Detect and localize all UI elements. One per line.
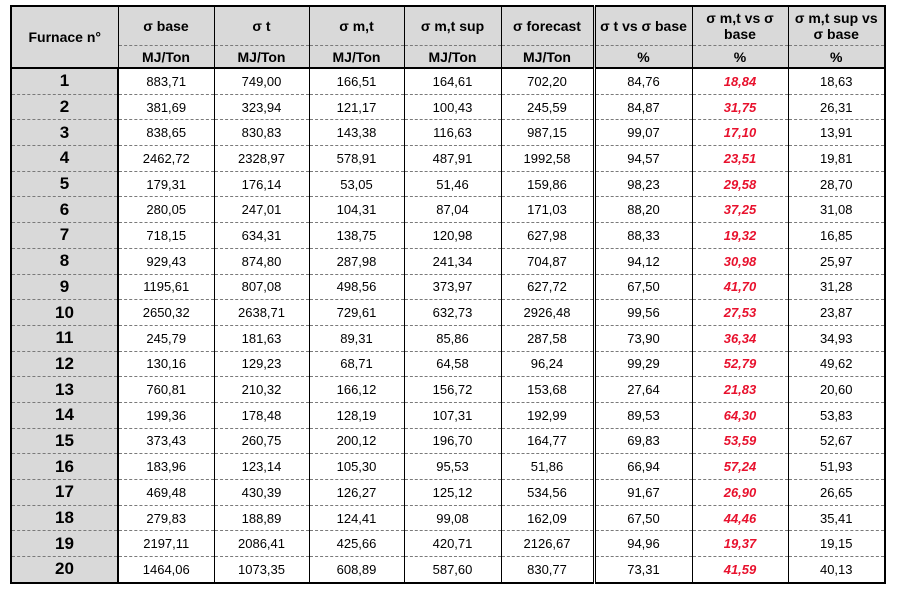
- mt-vs-base-cell: 41,59: [692, 557, 788, 583]
- sigma-base-cell: 883,71: [118, 68, 214, 94]
- mt-vs-base-cell: 36,34: [692, 325, 788, 351]
- sigma-base-cell: 2462,72: [118, 146, 214, 172]
- sigma-base-cell: 130,16: [118, 351, 214, 377]
- mt-sup-vs-base-cell: 40,13: [788, 557, 885, 583]
- mt-sup-vs-base-cell: 23,87: [788, 300, 885, 326]
- table-row: [11, 120, 885, 146]
- mt-vs-base-cell: 53,59: [692, 428, 788, 454]
- sigma-t-cell: 129,23: [214, 351, 309, 377]
- sigma-base-cell: 838,65: [118, 120, 214, 146]
- mt-vs-base-cell: 41,70: [692, 274, 788, 300]
- furnace-number: 3: [11, 120, 118, 146]
- mt-vs-base-cell: 64,30: [692, 402, 788, 428]
- furnace-number: 20: [11, 557, 118, 583]
- t-vs-base-cell: 73,90: [594, 325, 692, 351]
- sigma-mt-cell: 498,56: [309, 274, 404, 300]
- sigma-mt-cell: 128,19: [309, 402, 404, 428]
- furnace-number: 4: [11, 146, 118, 172]
- sigma-t-cell: 2328,97: [214, 146, 309, 172]
- sigma-forecast-cell: 96,24: [501, 351, 594, 377]
- t-vs-base-cell: 89,53: [594, 402, 692, 428]
- sigma-forecast-cell: 2926,48: [501, 300, 594, 326]
- sigma-base-cell: 2197,11: [118, 531, 214, 557]
- furnace-number: 18: [11, 505, 118, 531]
- sigma-mt-sup-cell: 95,53: [404, 454, 501, 480]
- sigma-mt-sup-cell: 116,63: [404, 120, 501, 146]
- sigma-forecast-cell: 153,68: [501, 377, 594, 403]
- furnace-number: 12: [11, 351, 118, 377]
- table-row: [11, 557, 885, 583]
- furnace-number: 6: [11, 197, 118, 223]
- mt-sup-vs-base-cell: 16,85: [788, 223, 885, 249]
- sigma-mt-cell: 138,75: [309, 223, 404, 249]
- t-vs-base-cell: 94,57: [594, 146, 692, 172]
- sigma-mt-cell: 143,38: [309, 120, 404, 146]
- mt-vs-base-cell: 23,51: [692, 146, 788, 172]
- sigma-forecast-cell: 164,77: [501, 428, 594, 454]
- sigma-mt-cell: 104,31: [309, 197, 404, 223]
- table-body: [11, 68, 885, 583]
- table-row: [11, 480, 885, 506]
- mt-vs-base-cell: 19,32: [692, 223, 788, 249]
- sigma-mt-sup-cell: 156,72: [404, 377, 501, 403]
- mt-vs-base-cell: 30,98: [692, 248, 788, 274]
- furnace-number: 16: [11, 454, 118, 480]
- furnace-number: 1: [11, 68, 118, 94]
- sigma-mt-sup-cell: 164,61: [404, 68, 501, 94]
- sigma-mt-sup-cell: 420,71: [404, 531, 501, 557]
- sigma-base-cell: 373,43: [118, 428, 214, 454]
- t-vs-base-cell: 66,94: [594, 454, 692, 480]
- t-vs-base-cell: 67,50: [594, 274, 692, 300]
- col-header-sigma-mt-sup: σ m,t sup: [404, 6, 501, 46]
- mt-sup-vs-base-cell: 25,97: [788, 248, 885, 274]
- sigma-t-cell: 830,83: [214, 120, 309, 146]
- sigma-forecast-cell: 702,20: [501, 68, 594, 94]
- sigma-base-cell: 280,05: [118, 197, 214, 223]
- furnace-number: 13: [11, 377, 118, 403]
- unit-t-vs-base: %: [594, 46, 692, 69]
- unit-sigma-t: MJ/Ton: [214, 46, 309, 69]
- sigma-mt-sup-cell: 99,08: [404, 505, 501, 531]
- furnace-number: 9: [11, 274, 118, 300]
- table-row: [11, 94, 885, 120]
- mt-sup-vs-base-cell: 18,63: [788, 68, 885, 94]
- mt-sup-vs-base-cell: 31,08: [788, 197, 885, 223]
- col-header-sigma-t: σ t: [214, 6, 309, 46]
- mt-vs-base-cell: 37,25: [692, 197, 788, 223]
- sigma-mt-cell: 200,12: [309, 428, 404, 454]
- mt-vs-base-cell: 21,83: [692, 377, 788, 403]
- mt-sup-vs-base-cell: 53,83: [788, 402, 885, 428]
- col-header-mt-sup-vs-base: σ m,t sup vs σ base: [788, 6, 885, 46]
- sigma-t-cell: 430,39: [214, 480, 309, 506]
- mt-sup-vs-base-cell: 19,81: [788, 146, 885, 172]
- mt-sup-vs-base-cell: 26,65: [788, 480, 885, 506]
- sigma-mt-sup-cell: 87,04: [404, 197, 501, 223]
- furnace-number: 7: [11, 223, 118, 249]
- mt-sup-vs-base-cell: 13,91: [788, 120, 885, 146]
- unit-mt-sup-vs-base: %: [788, 46, 885, 69]
- table-row: [11, 223, 885, 249]
- sigma-base-cell: 179,31: [118, 171, 214, 197]
- mt-vs-base-cell: 18,84: [692, 68, 788, 94]
- sigma-base-cell: 199,36: [118, 402, 214, 428]
- sigma-t-cell: 634,31: [214, 223, 309, 249]
- mt-sup-vs-base-cell: 34,93: [788, 325, 885, 351]
- header-row: [11, 6, 885, 46]
- sigma-mt-sup-cell: 632,73: [404, 300, 501, 326]
- t-vs-base-cell: 99,29: [594, 351, 692, 377]
- sigma-mt-cell: 729,61: [309, 300, 404, 326]
- table-row: [11, 300, 885, 326]
- sigma-mt-sup-cell: 587,60: [404, 557, 501, 583]
- sigma-mt-sup-cell: 85,86: [404, 325, 501, 351]
- sigma-base-cell: 469,48: [118, 480, 214, 506]
- sigma-mt-sup-cell: 120,98: [404, 223, 501, 249]
- sigma-mt-cell: 89,31: [309, 325, 404, 351]
- sigma-base-cell: 183,96: [118, 454, 214, 480]
- sigma-forecast-cell: 627,98: [501, 223, 594, 249]
- sigma-t-cell: 123,14: [214, 454, 309, 480]
- furnace-number: 2: [11, 94, 118, 120]
- furnace-number: 11: [11, 325, 118, 351]
- sigma-mt-cell: 105,30: [309, 454, 404, 480]
- sigma-mt-sup-cell: 125,12: [404, 480, 501, 506]
- sigma-forecast-cell: 627,72: [501, 274, 594, 300]
- table-row: [11, 531, 885, 557]
- sigma-forecast-cell: 171,03: [501, 197, 594, 223]
- mt-sup-vs-base-cell: 19,15: [788, 531, 885, 557]
- sigma-mt-cell: 53,05: [309, 171, 404, 197]
- unit-sigma-mt-sup: MJ/Ton: [404, 46, 501, 69]
- mt-vs-base-cell: 27,53: [692, 300, 788, 326]
- mt-sup-vs-base-cell: 52,67: [788, 428, 885, 454]
- sigma-base-cell: 760,81: [118, 377, 214, 403]
- table-row: [11, 274, 885, 300]
- col-header-sigma-mt: σ m,t: [309, 6, 404, 46]
- table-row: [11, 197, 885, 223]
- sigma-mt-sup-cell: 64,58: [404, 351, 501, 377]
- sigma-forecast-cell: 51,86: [501, 454, 594, 480]
- sigma-t-cell: 749,00: [214, 68, 309, 94]
- t-vs-base-cell: 94,96: [594, 531, 692, 557]
- sigma-forecast-cell: 192,99: [501, 402, 594, 428]
- sigma-mt-cell: 287,98: [309, 248, 404, 274]
- sigma-mt-cell: 124,41: [309, 505, 404, 531]
- sigma-t-cell: 181,63: [214, 325, 309, 351]
- furnace-number: 14: [11, 402, 118, 428]
- table-row: [11, 351, 885, 377]
- sigma-t-cell: 807,08: [214, 274, 309, 300]
- t-vs-base-cell: 88,20: [594, 197, 692, 223]
- sigma-forecast-cell: 534,56: [501, 480, 594, 506]
- sigma-mt-cell: 608,89: [309, 557, 404, 583]
- mt-sup-vs-base-cell: 35,41: [788, 505, 885, 531]
- sigma-t-cell: 247,01: [214, 197, 309, 223]
- t-vs-base-cell: 91,67: [594, 480, 692, 506]
- sigma-base-cell: 718,15: [118, 223, 214, 249]
- sigma-t-cell: 1073,35: [214, 557, 309, 583]
- mt-vs-base-cell: 17,10: [692, 120, 788, 146]
- sigma-forecast-cell: 159,86: [501, 171, 594, 197]
- mt-vs-base-cell: 19,37: [692, 531, 788, 557]
- table-row: [11, 248, 885, 274]
- mt-vs-base-cell: 29,58: [692, 171, 788, 197]
- mt-vs-base-cell: 57,24: [692, 454, 788, 480]
- unit-sigma-mt: MJ/Ton: [309, 46, 404, 69]
- sigma-mt-sup-cell: 100,43: [404, 94, 501, 120]
- sigma-t-cell: 178,48: [214, 402, 309, 428]
- furnace-table-container: [10, 5, 886, 584]
- sigma-forecast-cell: 987,15: [501, 120, 594, 146]
- sigma-t-cell: 874,80: [214, 248, 309, 274]
- unit-mt-vs-base: %: [692, 46, 788, 69]
- sigma-forecast-cell: 1992,58: [501, 146, 594, 172]
- sigma-forecast-cell: 287,58: [501, 325, 594, 351]
- mt-sup-vs-base-cell: 28,70: [788, 171, 885, 197]
- sigma-mt-cell: 121,17: [309, 94, 404, 120]
- sigma-base-cell: 1195,61: [118, 274, 214, 300]
- unit-sigma-forecast: MJ/Ton: [501, 46, 594, 69]
- sigma-base-cell: 245,79: [118, 325, 214, 351]
- table-row: [11, 454, 885, 480]
- table-row: [11, 325, 885, 351]
- table-row: [11, 146, 885, 172]
- t-vs-base-cell: 27,64: [594, 377, 692, 403]
- sigma-t-cell: 260,75: [214, 428, 309, 454]
- sigma-t-cell: 176,14: [214, 171, 309, 197]
- sigma-base-cell: 279,83: [118, 505, 214, 531]
- col-header-mt-vs-base: σ m,t vs σ base: [692, 6, 788, 46]
- furnace-number: 5: [11, 171, 118, 197]
- sigma-t-cell: 2638,71: [214, 300, 309, 326]
- unit-sigma-base: MJ/Ton: [118, 46, 214, 69]
- mt-vs-base-cell: 52,79: [692, 351, 788, 377]
- sigma-mt-sup-cell: 196,70: [404, 428, 501, 454]
- furnace-number: 10: [11, 300, 118, 326]
- mt-vs-base-cell: 31,75: [692, 94, 788, 120]
- unit-row: [11, 46, 885, 69]
- sigma-forecast-cell: 245,59: [501, 94, 594, 120]
- t-vs-base-cell: 99,07: [594, 120, 692, 146]
- table-row: [11, 377, 885, 403]
- mt-vs-base-cell: 26,90: [692, 480, 788, 506]
- mt-sup-vs-base-cell: 20,60: [788, 377, 885, 403]
- mt-sup-vs-base-cell: 49,62: [788, 351, 885, 377]
- sigma-mt-sup-cell: 107,31: [404, 402, 501, 428]
- sigma-mt-sup-cell: 241,34: [404, 248, 501, 274]
- mt-sup-vs-base-cell: 26,31: [788, 94, 885, 120]
- sigma-t-cell: 188,89: [214, 505, 309, 531]
- sigma-t-cell: 2086,41: [214, 531, 309, 557]
- sigma-mt-sup-cell: 373,97: [404, 274, 501, 300]
- furnace-number: 15: [11, 428, 118, 454]
- furnace-energy-table: [10, 5, 886, 584]
- sigma-t-cell: 210,32: [214, 377, 309, 403]
- sigma-base-cell: 929,43: [118, 248, 214, 274]
- sigma-mt-cell: 126,27: [309, 480, 404, 506]
- mt-vs-base-cell: 44,46: [692, 505, 788, 531]
- t-vs-base-cell: 99,56: [594, 300, 692, 326]
- table-row: [11, 505, 885, 531]
- table-row: [11, 402, 885, 428]
- mt-sup-vs-base-cell: 31,28: [788, 274, 885, 300]
- sigma-mt-cell: 68,71: [309, 351, 404, 377]
- sigma-forecast-cell: 162,09: [501, 505, 594, 531]
- sigma-mt-cell: 425,66: [309, 531, 404, 557]
- t-vs-base-cell: 73,31: [594, 557, 692, 583]
- sigma-mt-cell: 578,91: [309, 146, 404, 172]
- sigma-base-cell: 2650,32: [118, 300, 214, 326]
- sigma-base-cell: 381,69: [118, 94, 214, 120]
- sigma-mt-sup-cell: 51,46: [404, 171, 501, 197]
- sigma-forecast-cell: 830,77: [501, 557, 594, 583]
- mt-sup-vs-base-cell: 51,93: [788, 454, 885, 480]
- sigma-mt-cell: 166,12: [309, 377, 404, 403]
- sigma-base-cell: 1464,06: [118, 557, 214, 583]
- furnace-header: Furnace n°: [11, 6, 118, 68]
- t-vs-base-cell: 88,33: [594, 223, 692, 249]
- col-header-t-vs-base: σ t vs σ base: [594, 6, 692, 46]
- t-vs-base-cell: 67,50: [594, 505, 692, 531]
- table-row: [11, 428, 885, 454]
- col-header-sigma-base: σ base: [118, 6, 214, 46]
- furnace-number: 19: [11, 531, 118, 557]
- furnace-number: 8: [11, 248, 118, 274]
- table-row: [11, 68, 885, 94]
- t-vs-base-cell: 94,12: [594, 248, 692, 274]
- sigma-mt-sup-cell: 487,91: [404, 146, 501, 172]
- sigma-forecast-cell: 2126,67: [501, 531, 594, 557]
- t-vs-base-cell: 69,83: [594, 428, 692, 454]
- sigma-forecast-cell: 704,87: [501, 248, 594, 274]
- t-vs-base-cell: 84,87: [594, 94, 692, 120]
- col-header-sigma-forecast: σ forecast: [501, 6, 594, 46]
- furnace-number: 17: [11, 480, 118, 506]
- table-row: [11, 171, 885, 197]
- sigma-mt-cell: 166,51: [309, 68, 404, 94]
- t-vs-base-cell: 98,23: [594, 171, 692, 197]
- t-vs-base-cell: 84,76: [594, 68, 692, 94]
- sigma-t-cell: 323,94: [214, 94, 309, 120]
